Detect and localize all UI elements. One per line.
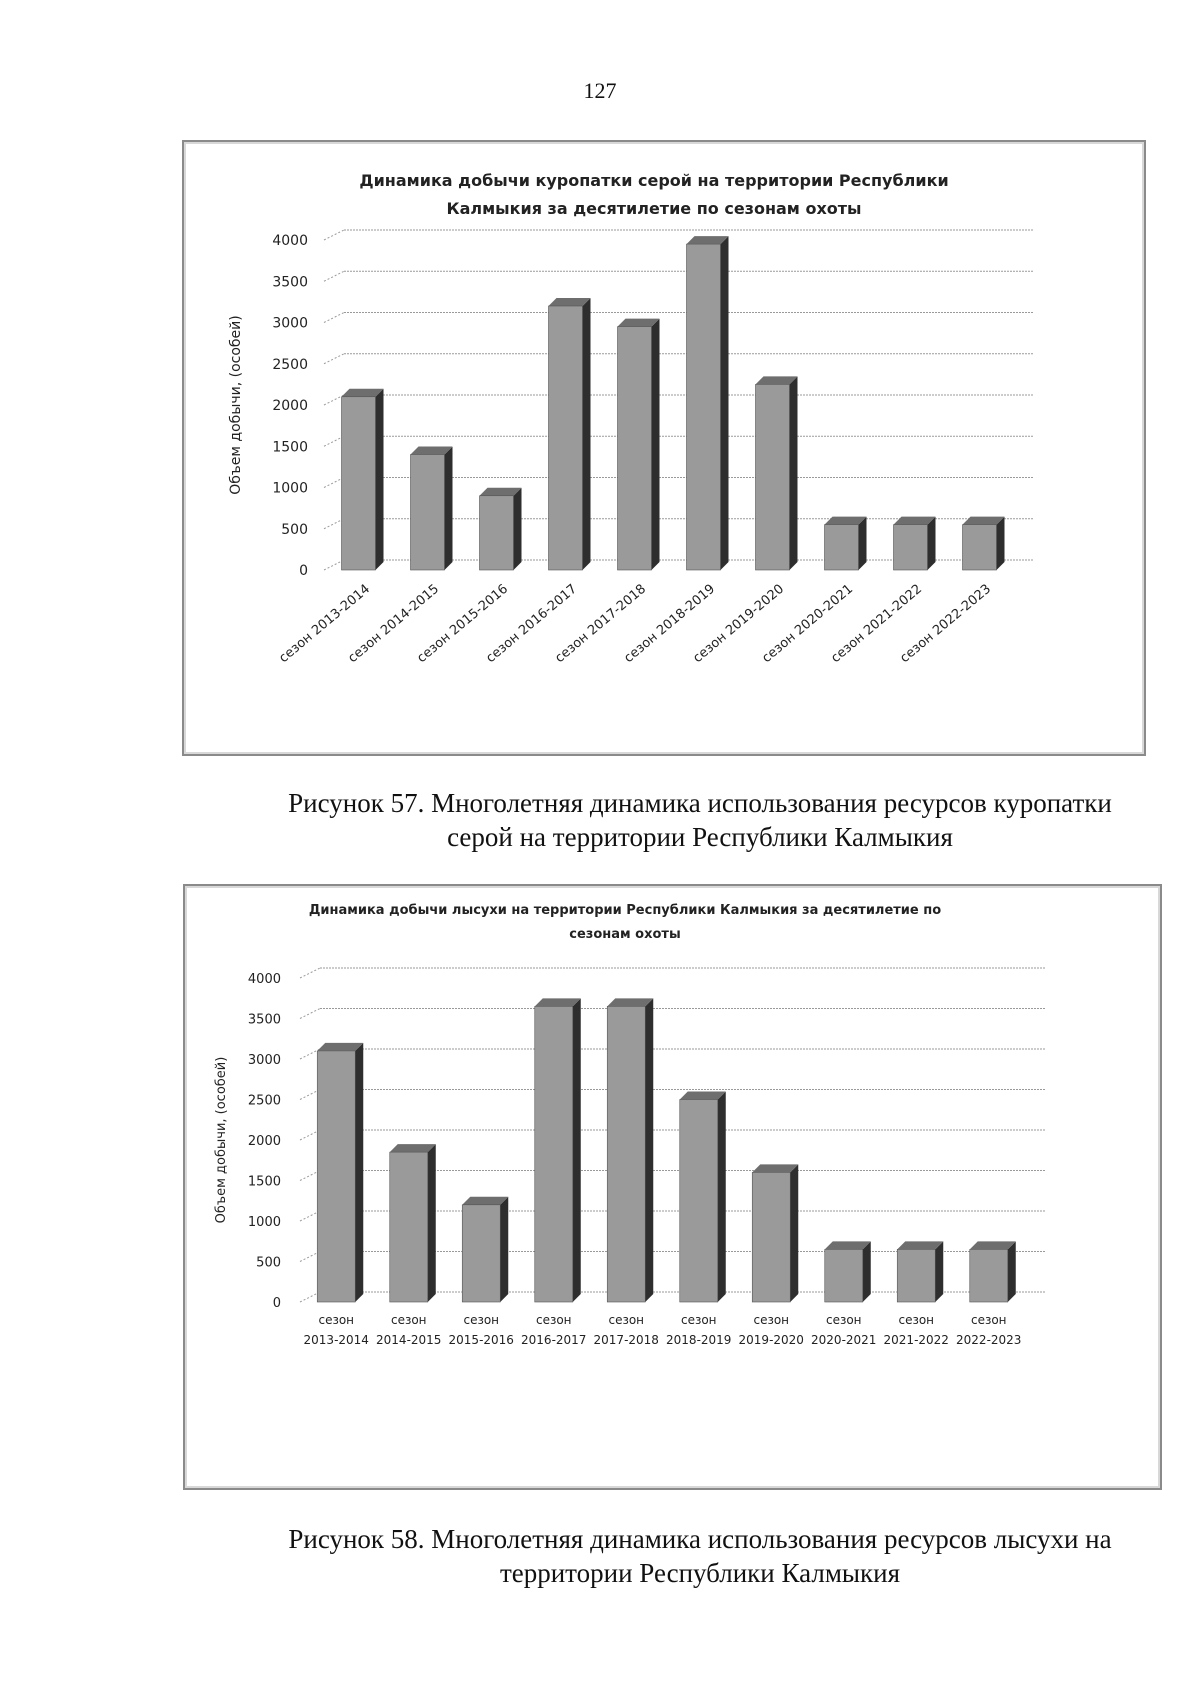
x-tick-label: сезон 2019-2020 — [690, 581, 788, 667]
y-tick-label: 2000 — [272, 398, 308, 414]
y-tick-label: 2500 — [272, 356, 308, 373]
caption-line: территории Республики Калмыкия — [499, 1558, 901, 1588]
x-tick-label: сезон — [753, 1313, 790, 1327]
bar — [535, 1006, 573, 1302]
bar — [549, 306, 583, 570]
bar-top — [535, 998, 581, 1006]
bar-side — [376, 389, 384, 570]
x-tick-label: 2020-2021 — [811, 1333, 877, 1347]
y-tick-label: 1000 — [272, 480, 308, 497]
x-tick-label: 2017-2018 — [593, 1333, 659, 1347]
bar — [687, 244, 721, 570]
y-tick-label: 3500 — [247, 1012, 281, 1028]
bar-top — [825, 1241, 871, 1249]
chart-title: Калмыкия за десятилетие по сезонам охоты — [446, 199, 862, 218]
bar — [970, 1249, 1008, 1302]
bar-top — [390, 1144, 436, 1152]
bar-side — [355, 1043, 363, 1302]
y-tick-label: 2000 — [247, 1134, 281, 1149]
chart-title: сезонам охоты — [569, 927, 681, 942]
caption-line: Рисунок 58. Многолетняя динамика использования ресурсов лысухи на — [288, 1524, 1112, 1554]
bar — [390, 1152, 428, 1302]
bar-top — [752, 1164, 798, 1172]
bar-side — [997, 517, 1005, 570]
y-tick-label: 1000 — [247, 1215, 281, 1230]
chart-partridge-svg — [184, 142, 1144, 754]
bar-top — [462, 1197, 508, 1205]
bar — [897, 1249, 935, 1302]
x-tick-label: сезон — [680, 1313, 717, 1327]
y-tick-label: 1500 — [272, 439, 308, 456]
bar-side — [721, 236, 729, 570]
y-tick-label: 500 — [281, 521, 308, 538]
bar — [607, 1006, 645, 1302]
x-tick-label: сезон 2021-2022 — [828, 581, 926, 667]
bar-side — [652, 319, 660, 570]
x-tick-label: 2018-2019 — [666, 1333, 732, 1347]
y-tick-label: 3500 — [272, 274, 308, 291]
bar — [752, 1172, 790, 1302]
x-tick-label: сезон — [608, 1313, 645, 1327]
bar-side — [859, 517, 867, 570]
gridline-depth — [324, 354, 344, 364]
bar — [894, 525, 928, 570]
y-tick-label: 1500 — [247, 1174, 281, 1190]
bar-top — [680, 1092, 726, 1100]
bar — [618, 327, 652, 570]
x-tick-label: 2022-2023 — [956, 1333, 1022, 1347]
x-tick-label: 2013-2014 — [303, 1333, 369, 1347]
gridline-depth — [324, 519, 344, 529]
bar-side — [445, 447, 453, 571]
bar — [480, 496, 514, 570]
y-tick-label: 2500 — [247, 1093, 281, 1109]
y-tick-label: 500 — [256, 1255, 281, 1271]
gridline-depth — [324, 478, 344, 488]
x-tick-label: сезон 2022-2023 — [897, 581, 995, 667]
bar-side — [790, 1164, 798, 1302]
x-tick-label: сезон 2013-2014 — [276, 581, 374, 667]
y-tick-label: 0 — [272, 1296, 281, 1311]
bar-side — [790, 376, 798, 570]
bar-side — [583, 298, 591, 570]
bar — [756, 384, 790, 570]
bar-side — [428, 1144, 436, 1302]
y-tick-label: 0 — [299, 563, 308, 579]
gridline-depth — [324, 230, 344, 240]
bar — [342, 397, 376, 570]
x-tick-label: сезон 2014-2015 — [345, 581, 443, 667]
caption-line: Рисунок 57. Многолетняя динамика использования ресурсов куропатки — [288, 788, 1112, 818]
x-tick-label: 2016-2017 — [521, 1333, 587, 1347]
x-tick-label: сезон 2015-2016 — [414, 581, 512, 667]
bar-side — [935, 1241, 943, 1302]
bar-side — [645, 998, 653, 1302]
gridline-depth — [324, 313, 344, 323]
bar-side — [718, 1092, 726, 1303]
chart-partridge-harvest — [182, 140, 1146, 756]
chart-title: Динамика добычи лысухи на территории Республики Калмыкия за десятилетие по — [308, 903, 942, 918]
bar-side — [1008, 1241, 1016, 1302]
bar-side — [928, 517, 936, 570]
bar — [963, 525, 997, 570]
y-tick-label: 3000 — [247, 1053, 281, 1068]
bar — [825, 1249, 863, 1302]
bar-top — [970, 1241, 1016, 1249]
bar-side — [573, 998, 581, 1302]
bar-side — [500, 1197, 508, 1302]
bar — [825, 525, 859, 570]
bar-top — [317, 1043, 363, 1051]
x-tick-label: сезон — [898, 1313, 935, 1327]
x-tick-label: сезон 2017-2018 — [552, 581, 650, 667]
y-tick-label: 4000 — [247, 972, 281, 987]
y-tick-label: 3000 — [272, 315, 308, 332]
x-tick-label: сезон — [970, 1313, 1007, 1327]
gridline-depth — [324, 395, 344, 405]
page-number: 127 — [583, 78, 617, 103]
x-tick-label: 2015-2016 — [448, 1333, 514, 1347]
gridline-depth — [300, 968, 320, 978]
y-axis-title: Объем добычи, (особей) — [228, 315, 244, 495]
figure-58-caption — [250, 1522, 1150, 1590]
gridline-depth — [300, 1009, 320, 1019]
gridline-depth — [324, 560, 344, 570]
bar — [317, 1051, 355, 1302]
bar-side — [514, 488, 522, 570]
x-tick-label: 2014-2015 — [376, 1333, 442, 1347]
figure-57-caption — [250, 786, 1150, 854]
x-tick-label: сезон 2016-2017 — [483, 581, 581, 667]
chart-coot-svg — [185, 886, 1160, 1488]
gridline-depth — [324, 271, 344, 281]
bar-side — [863, 1241, 871, 1302]
y-tick-label: 4000 — [272, 233, 308, 249]
gridline-depth — [324, 436, 344, 446]
bar — [411, 455, 445, 571]
x-tick-label: сезон — [535, 1313, 572, 1327]
chart-title: Динамика добычи куропатки серой на территории Республики — [359, 171, 949, 190]
caption-line: серой на территории Республики Калмыкия — [447, 822, 953, 852]
bar — [680, 1100, 718, 1303]
x-tick-label: 2021-2022 — [883, 1333, 949, 1347]
x-tick-label: 2019-2020 — [738, 1333, 804, 1347]
x-tick-label: сезон 2020-2021 — [759, 581, 857, 667]
y-axis-title: Объем добычи, (особей) — [214, 1056, 229, 1224]
x-tick-label: сезон 2018-2019 — [621, 581, 719, 667]
x-tick-label: сезон — [318, 1313, 355, 1327]
x-tick-label: сезон — [463, 1313, 500, 1327]
bar-top — [897, 1241, 943, 1249]
x-tick-label: сезон — [390, 1313, 427, 1327]
x-tick-label: сезон — [825, 1313, 862, 1327]
bar — [462, 1205, 500, 1302]
bar-top — [607, 998, 653, 1006]
chart-coot-harvest — [183, 884, 1162, 1490]
